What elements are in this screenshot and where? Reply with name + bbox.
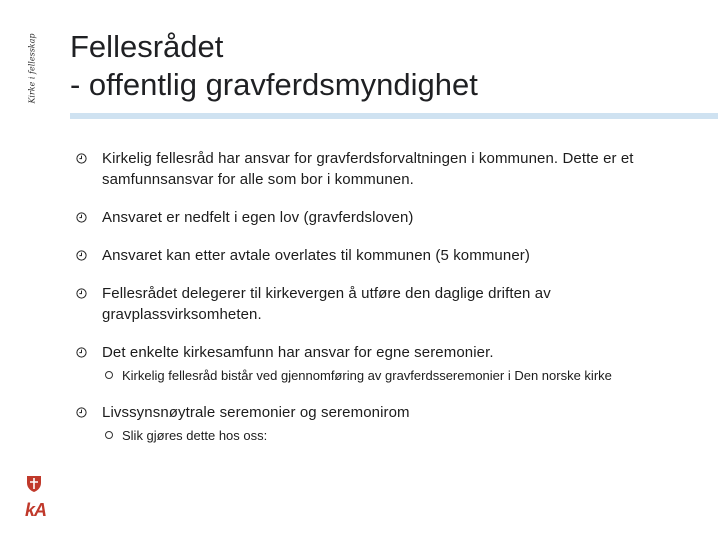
bullet-text: Det enkelte kirkesamfunn har ansvar for egne seremonier. [102,344,494,361]
sub-bullet-text: Slik gjøres dette hos oss: [122,428,268,443]
clock-bullet-icon [76,212,87,223]
bullet-text: Ansvaret er nedfelt i egen lov (gravferdsloven) [102,209,414,226]
side-vertical-label: Kirke i fellesskap [27,32,37,104]
clock-bullet-icon [76,407,87,418]
sub-bullet-text: Kirkelig fellesråd bistår ved gjennomføring av gravferdsseremonier i Den norske kirke [122,368,612,383]
bullet-item [72,342,712,363]
bullet-item [72,402,712,423]
bullet-list [72,148,712,445]
circle-bullet-icon [105,431,113,439]
circle-bullet-icon [105,371,113,379]
title-line-1: Fellesrådet [70,29,224,64]
sub-bullet-item [72,427,712,445]
clock-bullet-icon [76,153,87,164]
sub-bullet-item [72,367,712,385]
ka-logo: kA [25,500,47,520]
clock-bullet-icon [76,288,87,299]
bullet-text: Ansvaret kan etter avtale overlates til kommunen (5 kommuner) [102,247,530,264]
bullet-item [72,245,712,266]
bullet-text: Livssynsnøytrale seremonier og seremonirom [102,404,410,421]
bullet-item [72,283,712,325]
slide-title [70,28,478,104]
bullet-text: Fellesrådet delegerer til kirkevergen å utføre den daglige driften av gravplassvirksomheten. [102,285,551,323]
clock-bullet-icon [76,250,87,261]
church-shield-logo-icon [26,475,42,493]
title-underline [70,113,718,119]
bullet-item [72,207,712,228]
bullet-text: Kirkelig fellesråd har ansvar for gravferdsforvaltningen i kommunen. Dette er et samfunnsansvar for alle som bor i kommunen. [102,150,634,188]
clock-bullet-icon [76,347,87,358]
bullet-item [72,148,712,190]
title-line-2: - offentlig gravferdsmyndighet [70,67,478,102]
